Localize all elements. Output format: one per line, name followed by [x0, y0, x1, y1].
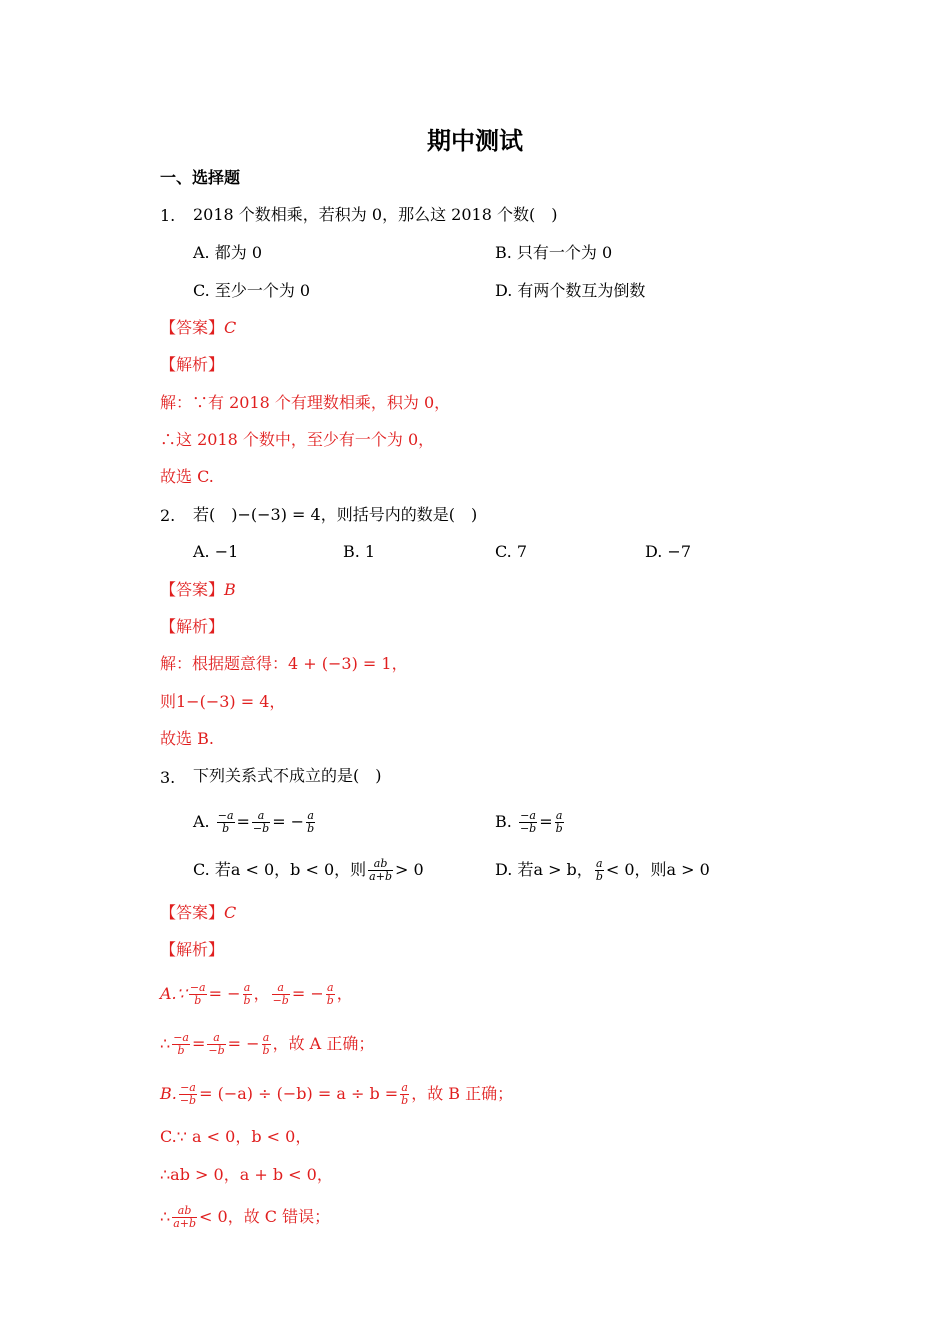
q3-analysis-line: C.∵ a < 0，b < 0，	[160, 1127, 312, 1146]
option-label: D.	[495, 860, 513, 879]
question-2-stem: 若( )−(−3) = 4，则括号内的数是( )	[193, 505, 478, 524]
question-2-number: 2.	[160, 506, 176, 525]
section-heading: 一、选择题	[160, 168, 241, 187]
question-1-number: 1.	[160, 206, 176, 225]
q3-option-c	[193, 858, 424, 883]
q3-analysis-line: A.∵ $\frac{-a}{b}$ = − $\frac{a}{b}$ ， $\frac{a}{-b}$ = − $\frac{a}{b}$ ，	[160, 981, 353, 1007]
q2-analysis-line: 则1−(−3) = 4，	[160, 692, 286, 711]
fraction: $\frac{a}{b}$	[595, 857, 603, 883]
q3-analysis-line: B. $\frac{-a}{-b}$ = (−a) ÷ (−b) = a ÷ b = $\frac{a}{b}$ ，故 B 正确；	[160, 1081, 514, 1107]
q2-analysis-line: 解：根据题意得：4 + (−3) = 1，	[160, 654, 408, 673]
q3-analysis-line: ∴ab > 0，a + b < 0，	[160, 1165, 333, 1184]
q3-option-b: B. $\frac{-a}{-b}$ = $\frac{a}{b}$	[495, 809, 563, 835]
option-text: > 0	[395, 860, 424, 879]
q3-option-d	[495, 858, 710, 883]
q3-analysis-label: 【解析】	[160, 940, 225, 959]
q1-analysis-line: 解：∵有 2018 个有理数相乘，积为 0，	[160, 393, 451, 412]
fraction: $\frac{ab}{a+b}$	[369, 857, 392, 883]
answer-label: 【答案】	[160, 318, 225, 337]
q1-answer	[160, 318, 236, 338]
answer-label: 【答案】	[160, 903, 225, 922]
fraction: $\frac{-a}{b}$	[217, 809, 234, 835]
q3-analysis-line: ∴ $\frac{-a}{b}$ = $\frac{a}{-b}$ = − $\frac{a}{b}$ ，故 A 正确；	[160, 1031, 375, 1057]
fraction: $\frac{a}{-b}$	[252, 809, 270, 835]
q2-analysis-label: 【解析】	[160, 617, 225, 636]
option-text: < 0，则a > 0	[605, 860, 710, 879]
page-title: 期中测试	[427, 127, 523, 155]
fraction: $\frac{a}{b}$	[555, 809, 563, 835]
answer-value: C	[224, 318, 237, 337]
q2-option-c: C. 7	[495, 542, 528, 561]
q1-option-d: D. 有两个数互为倒数	[495, 281, 646, 300]
fraction: $\frac{-a}{-b}$	[519, 809, 537, 835]
q3-answer	[160, 903, 236, 923]
q3-option-a: A. $\frac{-a}{b}$ = $\frac{a}{-b}$ = − $\frac{a}{b}$	[193, 809, 315, 835]
q1-analysis-line: ∴这 2018 个数中，至少有一个为 0，	[160, 430, 435, 449]
option-label: B.	[495, 812, 512, 831]
q2-analysis-line: 故选 B.	[160, 729, 214, 748]
option-text: 若a < 0，b < 0，则	[214, 860, 367, 879]
q3-analysis-line: ∴ $\frac{ab}{a+b}$ < 0，故 C 错误；	[160, 1204, 331, 1230]
option-label: A.	[193, 812, 210, 831]
question-1-stem: 2018 个数相乘，若积为 0，那么这 2018 个数( )	[193, 205, 558, 224]
answer-value: B	[224, 580, 236, 599]
q1-option-b: B. 只有一个为 0	[495, 243, 613, 262]
q2-option-b: B. 1	[343, 542, 376, 561]
q2-option-d: D. −7	[645, 542, 692, 561]
question-3-number: 3.	[160, 768, 176, 787]
answer-value: C	[224, 903, 237, 922]
option-label: C.	[193, 860, 210, 879]
q1-option-a: A. 都为 0	[193, 243, 262, 262]
option-text: 若a > b，	[517, 860, 593, 879]
q2-option-a: A. −1	[193, 542, 239, 561]
q1-option-c: C. 至少一个为 0	[193, 281, 311, 300]
q2-answer	[160, 580, 236, 600]
fraction: $\frac{a}{b}$	[307, 809, 315, 835]
question-3-stem: 下列关系式不成立的是( )	[193, 766, 382, 785]
q1-analysis-line: 故选 C.	[160, 467, 214, 486]
answer-label: 【答案】	[160, 580, 225, 599]
q1-analysis-label: 【解析】	[160, 355, 225, 374]
